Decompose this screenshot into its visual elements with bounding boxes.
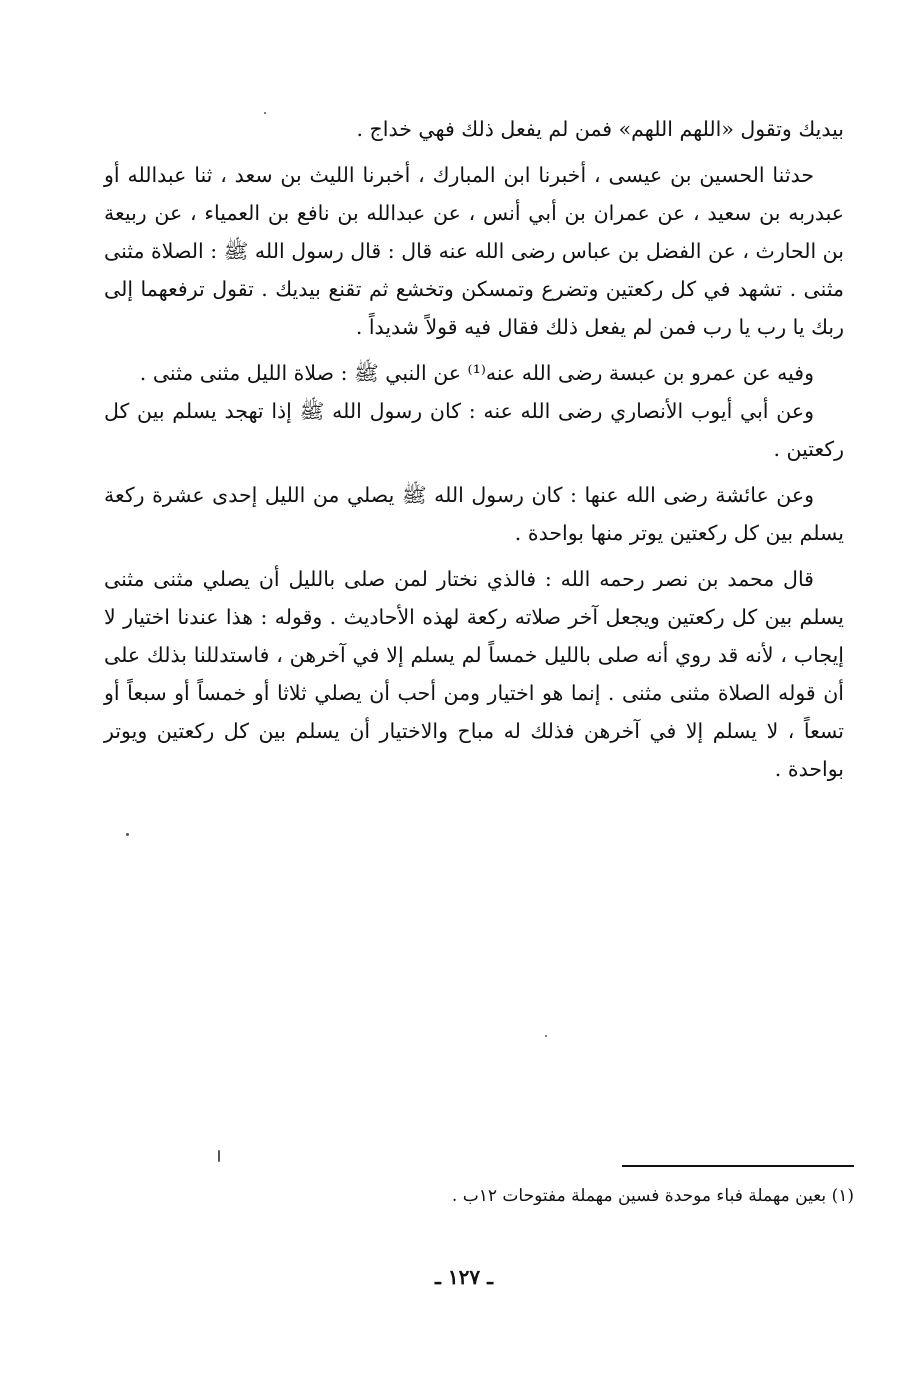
scan-speck xyxy=(545,1035,547,1037)
footnote-divider xyxy=(622,1165,854,1167)
scan-speck xyxy=(126,833,129,836)
paragraph-ibn-nasr: قال محمد بن نصر رحمه الله : فالذي نختار لمن صلى بالليل أن يصلي مثنى مثنى يسلم بين كل ركعتين ويجعل آخر صلاته ركعة لهذه الأحاديث . وقوله : هذا عندنا اختيار لا إيجاب ، لأنه قد روي أنه صلى بالليل خمساً لم يسلم إلا في آخرهن ، فاستدللنا بذلك على أن قوله الصلاة مثنى مثنى . إنما هو اختيار ومن أحب أن يصلي ثلاثا أو خمساً أو سبعاً أو تسعاً ، لا يسلم إلا في آخرهن فذلك له مباح والاختيار أن يسلم بين كل ركعتين ويوتر بواحدة . xyxy=(104,567,844,781)
paragraph-hadith-fadl: حدثنا الحسين بن عيسى ، أخبرنا ابن المبارك ، أخبرنا الليث بن سعد ، ثنا عبدالله أو عبدربه بن سعيد ، عن عمران بن أبي أنس ، عن عبدالله بن نافع بن العمياء ، عن ربيعة بن الحارث ، عن الفضل بن عباس رضى الله عنه قال : قال رسول الله ﷺ : الصلاة مثنى مثنى . تشهد في كل ركعتين وتضرع وتمسكن وتخشع ثم تقنع بيديك . تقول ترفعهما إلى ربك يا رب يا رب فمن لم يفعل ذلك فقال فيه قولاً شديداً . xyxy=(104,163,844,339)
main-text-block xyxy=(104,110,844,788)
scan-speck xyxy=(264,112,266,114)
paragraph-abu-ayyub: وعن أبي أيوب الأنصاري رضى الله عنه : كان رسول الله ﷺ إذا تهجد يسلم بين كل ركعتين . xyxy=(104,399,844,461)
footnote: (١) بعين مهملة فباء موحدة فسين مهملة مفتوحات ١٢ب . xyxy=(451,1186,854,1206)
page-number: ـ ١٢٧ ـ xyxy=(435,1265,493,1289)
scan-speck xyxy=(218,1150,220,1162)
paragraph-aisha: وعن عائشة رضى الله عنها : كان رسول الله ﷺ يصلي من الليل إحدى عشرة ركعة يسلم بين كل ركعتين يوتر منها بواحدة . xyxy=(104,483,844,545)
paragraph-amr-ibn-abasa: وفيه عن عمرو بن عبسة رضى الله عنه⁽¹⁾ عن النبي ﷺ : صلاة الليل مثنى مثنى . xyxy=(139,361,814,385)
paragraph-continuation: بيديك وتقول «اللهم اللهم» فمن لم يفعل ذلك فهي خداج . xyxy=(356,117,844,141)
